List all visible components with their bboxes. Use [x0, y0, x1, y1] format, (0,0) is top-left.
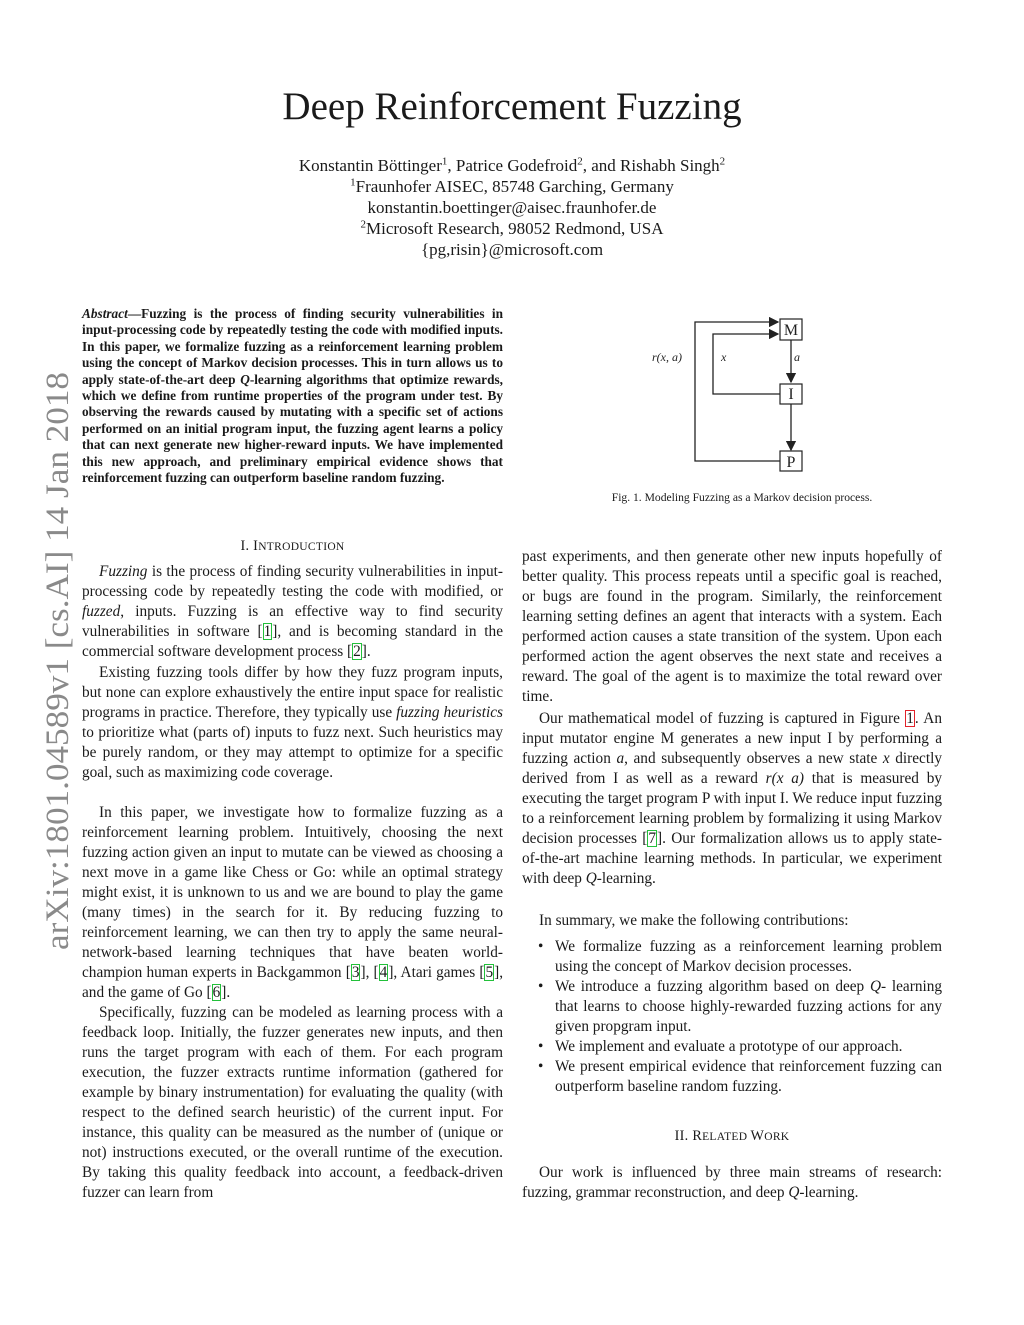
arxiv-identifier	[22, 370, 82, 950]
citation-link[interactable]: 5	[485, 964, 494, 982]
node-m-label: M	[783, 322, 799, 339]
citation-link[interactable]: 7	[648, 830, 657, 848]
affiliation-2: $^2$Microsoft Research, 98052 Redmond, USA	[360, 218, 664, 238]
edge-reward-label: r(x, a)	[652, 350, 682, 364]
section-heading-introduction: I. INTRODUCTION	[240, 538, 345, 554]
abstract-label: Abstract	[82, 306, 128, 321]
list-item: • We present empirical evidence that reinforcement fuzzing can outperform baseline random fuzzing.	[522, 1057, 942, 1097]
intro-paragraph-4: Specifically, fuzzing can be modeled as learning process with a feedback loop. Initially, the fuzzer generates new inputs, and then runs the target program with each of them. For each program execution, the fuzzer extracts runtime information (gathered for example by binary instrumentation) for evaluating the quality (with respect to the defined search heuristic) of the current input. For instance, this quality can be measured as the number of (unique or not) instructions executed, or the overall runtime of the execution. By taking this quality feedback into account, a feedback-driven fuzzer can learn from	[82, 1004, 503, 1202]
intro-paragraph-2: Existing fuzzing tools differ by how they fuzz program inputs, but none can explore exhaustively the entire input space for realistic programs in practice. Therefore, they typically use fuzzing heuristics to prioritize what (parts of) inputs to fuzz next. Such heuristics may be purely random, or they may attempt to optimize for a specific goal, such as maximizing code coverage.	[82, 664, 503, 782]
citation-link[interactable]: 4	[379, 964, 388, 982]
intro-paragraph-5: past experiments, and then generate other new inputs hopefully of better quality. This process repeats until a specific goal is reached, or bugs are found in the program. Similarly, the reinforcement learning setting defines an agent that interacts with a system. Each performed action causes a state transition of the system. Upon each performed action the agent observes the next state and receives a reward. The goal of the agent is to maximize the total reward over time.	[522, 548, 942, 706]
node-i-label: I	[788, 386, 794, 403]
intro-paragraph-6: Our mathematical model of fuzzing is captured in Figure 1. An input mutator engine M generates a new input I by performing a fuzzing action a, and subsequently observes a new state x directly derived from I as well as a reward r(x a) that is measured by executing the target program P with input I. We reduce input fuzzing to a reinforcement learning problem by formalizing it using Markov decision processes [7]. Our formalization allows us to apply state-of-the-art machine learning methods. In particular, we experiment with deep Q-learning.	[522, 710, 942, 888]
list-item: • We implement and evaluate a prototype of our approach.	[522, 1037, 942, 1057]
email-1: konstantin.boettinger@aisec.fraunhofer.de	[367, 198, 657, 217]
edge-state-label: x	[721, 350, 727, 364]
related-work-paragraph-1: Our work is influenced by three main streams of research: fuzzing, grammar reconstruction, and deep Q-learning.	[522, 1164, 942, 1202]
intro-paragraph-1: Fuzzing is the process of finding security vulnerabilities in input-processing code by repeatedly testing the code with modified, or fuzzed, inputs. Fuzzing is an effective way to find security vulnerabilities in software [1], and is becoming standard in the commercial software development process [2].	[82, 563, 503, 661]
author-line: Konstantin Böttinger$^1$, Patrice Godefroid$^2$, and Rishabh Singh$^2$	[298, 155, 726, 175]
node-p-label: P	[786, 454, 796, 471]
list-item: • We formalize fuzzing as a reinforcement learning problem using the concept of Markov decision processes.	[522, 937, 942, 977]
intro-paragraph-3: In this paper, we investigate how to formalize fuzzing as a reinforcement learning problem. Intuitively, choosing the next fuzzing action given an input to mutate can be viewed as choosing a next move in a game like Chess or Go: while an optimal strategy might exist, it is unknown to us and we are bound to play the game (many times) in the search for it. By reducing fuzzing to reinforcement learning, we can then try to apply the same neural-network-based learning techniques that have beaten world-champion human experts in Backgammon [3], [4], Atari games [5], and the game of Go [6].	[82, 804, 504, 1002]
citation-link[interactable]: 3	[351, 964, 360, 982]
list-item: • We introduce a fuzzing algorithm based on deep Q- learning that learns to choose highly-rewarded fuzzing actions for any given propgram input.	[522, 977, 942, 1037]
intro-paragraph-7: In summary, we make the following contributions:	[539, 912, 849, 929]
figure-mdp-diagram	[640, 310, 820, 480]
affiliation-1: $^1$Fraunhofer AISEC, 85748 Garching, Germany	[350, 176, 674, 196]
citation-link[interactable]: 1	[263, 623, 272, 641]
figure-link[interactable]: 1	[906, 710, 914, 727]
citation-link[interactable]: 2	[353, 643, 361, 661]
contributions-list	[522, 937, 942, 1097]
citation-link[interactable]: 6	[212, 984, 221, 1002]
edge-action-label: a	[794, 350, 800, 364]
email-2: {pg,risin}@microsoft.com	[420, 240, 604, 259]
figure-caption: Fig. 1. Modeling Fuzzing as a Markov decision process.	[611, 491, 873, 504]
abstract: Abstract—Fuzzing is the process of finding security vulnerabilities in input-processing code by repeatedly testing the code with modified inputs. In this paper, we formalize fuzzing as a reinforcement learning problem using the concept of Markov decision processes. This in turn allows us to apply state-of-the-art deep Q-learning algorithms that optimize rewards, which we define from runtime properties of the program under test. By observing the rewards caused by mutating with a specific set of actions performed on an initial program input, the fuzzing agent learns a policy that can next generate new higher-reward inputs. We have implemented this new approach, and preliminary empirical evidence shows that reinforcement fuzzing can outperform baseline random fuzzing.	[82, 306, 503, 486]
section-heading-related-work: II. RELATED WORK	[674, 1128, 790, 1144]
author-block	[0, 155, 1024, 260]
paper-title: Deep Reinforcement Fuzzing	[282, 85, 742, 128]
arxiv-id-text: arXiv:1801.04589v1 [cs.AI] 14 Jan 2018	[40, 407, 76, 950]
